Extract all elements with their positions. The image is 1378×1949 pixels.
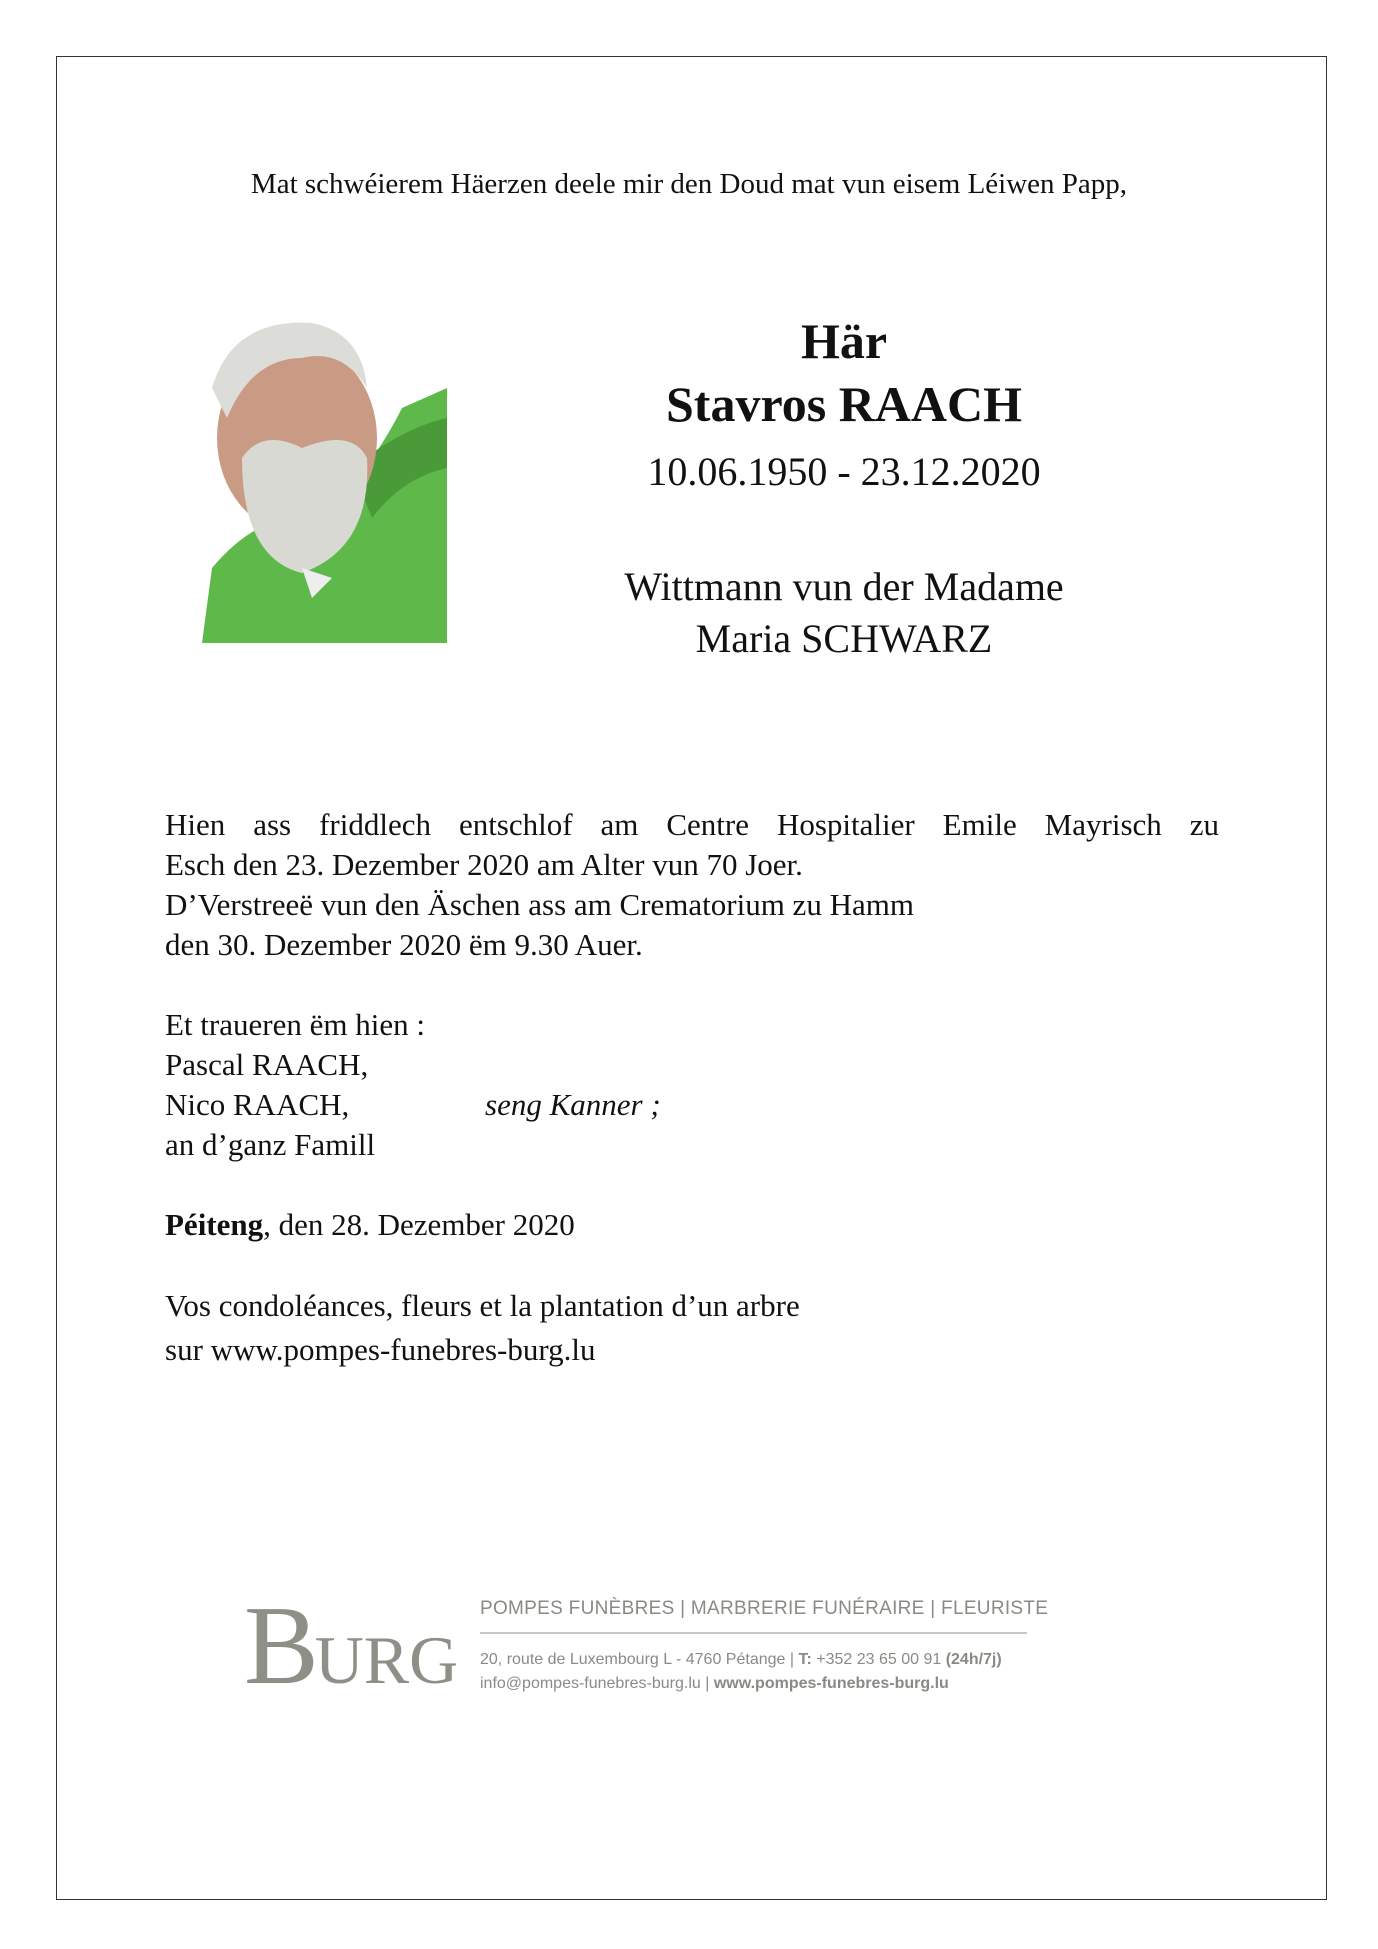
footer-address: 20, route de Luxembourg L - 4760 Pétange | bbox=[480, 1651, 799, 1668]
portrait-photo bbox=[202, 318, 447, 643]
footer-divider bbox=[480, 1632, 1027, 1634]
date-line: , den 28. Dezember 2020 bbox=[263, 1207, 575, 1242]
condolences-line-2: sur www.pompes-funebres-burg.lu bbox=[165, 1332, 596, 1367]
condolences-line-1: Vos condoléances, fleurs et la plantation d’un arbre bbox=[165, 1288, 800, 1323]
footer-website[interactable]: www.pompes-funebres-burg.lu bbox=[713, 1675, 949, 1692]
place-date-line bbox=[165, 1205, 575, 1245]
intro-text: Mat schwéierem Häerzen deele mir den Doud mat vun eisem Léiwen Papp, bbox=[250, 168, 1128, 200]
body-line-4: den 30. Dezember 2020 ëm 9.30 Auer. bbox=[165, 927, 643, 962]
deceased-name: Stavros RAACH bbox=[665, 376, 1023, 432]
body-line-2: Esch den 23. Dezember 2020 am Alter vun 70 Joer. bbox=[165, 847, 803, 882]
mourner-name: Pascal RAACH, bbox=[165, 1047, 369, 1082]
spouse-line-1: Wittmann vun der Madame bbox=[624, 564, 1064, 609]
mourner-name: Nico RAACH, bbox=[165, 1087, 350, 1122]
footer-email[interactable]: info@pompes-funebres-burg.lu | bbox=[480, 1675, 714, 1692]
footer-phone-label: T: bbox=[798, 1651, 812, 1668]
body-line-1: Hien ass friddlech entschlof am Centre Hospitalier Emile Mayrisch zu bbox=[165, 807, 1219, 842]
spouse-line-2: Maria SCHWARZ bbox=[695, 616, 993, 661]
body-line-3: D’Verstreeë vun den Äschen ass am Crematorium zu Hamm bbox=[165, 887, 914, 922]
footer-contact-line bbox=[480, 1675, 949, 1693]
life-dates: 10.06.1950 - 23.12.2020 bbox=[647, 449, 1041, 494]
mourners-heading: Et traueren ëm hien : bbox=[165, 1007, 425, 1042]
burg-logo: BURG bbox=[244, 1584, 459, 1708]
footer-phone-hours: (24h/7j) bbox=[945, 1651, 1002, 1668]
footer-address-line bbox=[480, 1651, 1002, 1669]
salutation: Här bbox=[800, 313, 888, 369]
mourner-name: an d’ganz Famill bbox=[165, 1127, 376, 1162]
place: Péiteng bbox=[165, 1207, 264, 1242]
mourner-relation: seng Kanner ; bbox=[485, 1087, 661, 1122]
footer-phone: +352 23 65 00 91 bbox=[811, 1651, 946, 1668]
footer-services: POMPES FUNÈBRES | MARBRERIE FUNÉRAIRE | FLEURISTE bbox=[480, 1598, 1049, 1619]
